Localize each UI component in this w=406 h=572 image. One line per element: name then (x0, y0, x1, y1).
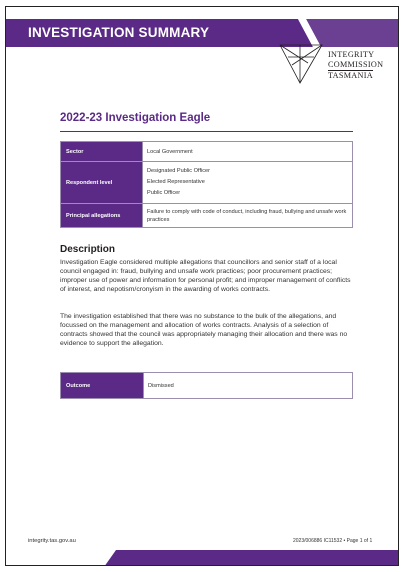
principal-allegations-label: Principal allegations (61, 204, 143, 228)
outcome-label: Outcome (61, 373, 144, 399)
principal-allegations-value: Failure to comply with code of conduct, including fraud, bullying and unsafe work practices (143, 204, 353, 228)
header-title: INVESTIGATION SUMMARY (28, 25, 210, 40)
sector-value: Local Government (143, 142, 353, 162)
outcome-table (60, 372, 353, 399)
table-row (61, 204, 353, 228)
document-page (5, 6, 399, 566)
investigation-details-table (60, 141, 353, 228)
respondent-value: Elected Representative (147, 179, 205, 185)
description-paragraph: Investigation Eagle considered multiple allegations that councillors and senior staff of a local council engaged in: fraud, bullying and unsafe work practices; poor procurement practices; improper use of power and information for personal profit; and improper management of conflicts of interest, and nepotism/cronyism in the awarding of works contracts. (60, 259, 351, 293)
table-row (61, 142, 353, 162)
organisation-logo-text (328, 50, 383, 81)
description-heading: Description (60, 244, 116, 255)
footer-reference: 2023/006886 IC11532 • Page 1 of 1 (293, 538, 373, 544)
title-divider (60, 131, 353, 132)
table-row (61, 162, 353, 204)
outcome-value: Dismissed (144, 373, 353, 399)
respondent-level-values (143, 162, 353, 204)
document-title: 2022-23 Investigation Eagle (60, 112, 211, 124)
respondent-value: Designated Public Officer (147, 168, 211, 174)
footer-band (6, 550, 399, 566)
sector-label: Sector (61, 142, 143, 162)
description-paragraph: The investigation established that there was no substance to the bulk of the allegations, and focussed on the management and allocation of works contracts. Analysis of a selection of contracts showed that the council was appropriately managing their allocation and there was no evidence to support the allegation. (60, 313, 348, 347)
table-row (61, 373, 353, 399)
logo-line-3: TASMANIA (328, 71, 373, 80)
logo-line-2: COMMISSION (328, 60, 384, 69)
logo-line-1: INTEGRITY (328, 50, 375, 59)
respondent-level-label: Respondent level (61, 162, 143, 204)
respondent-value: Public Officer (147, 190, 181, 196)
footer-website: integrity.tas.gov.au (28, 538, 76, 544)
